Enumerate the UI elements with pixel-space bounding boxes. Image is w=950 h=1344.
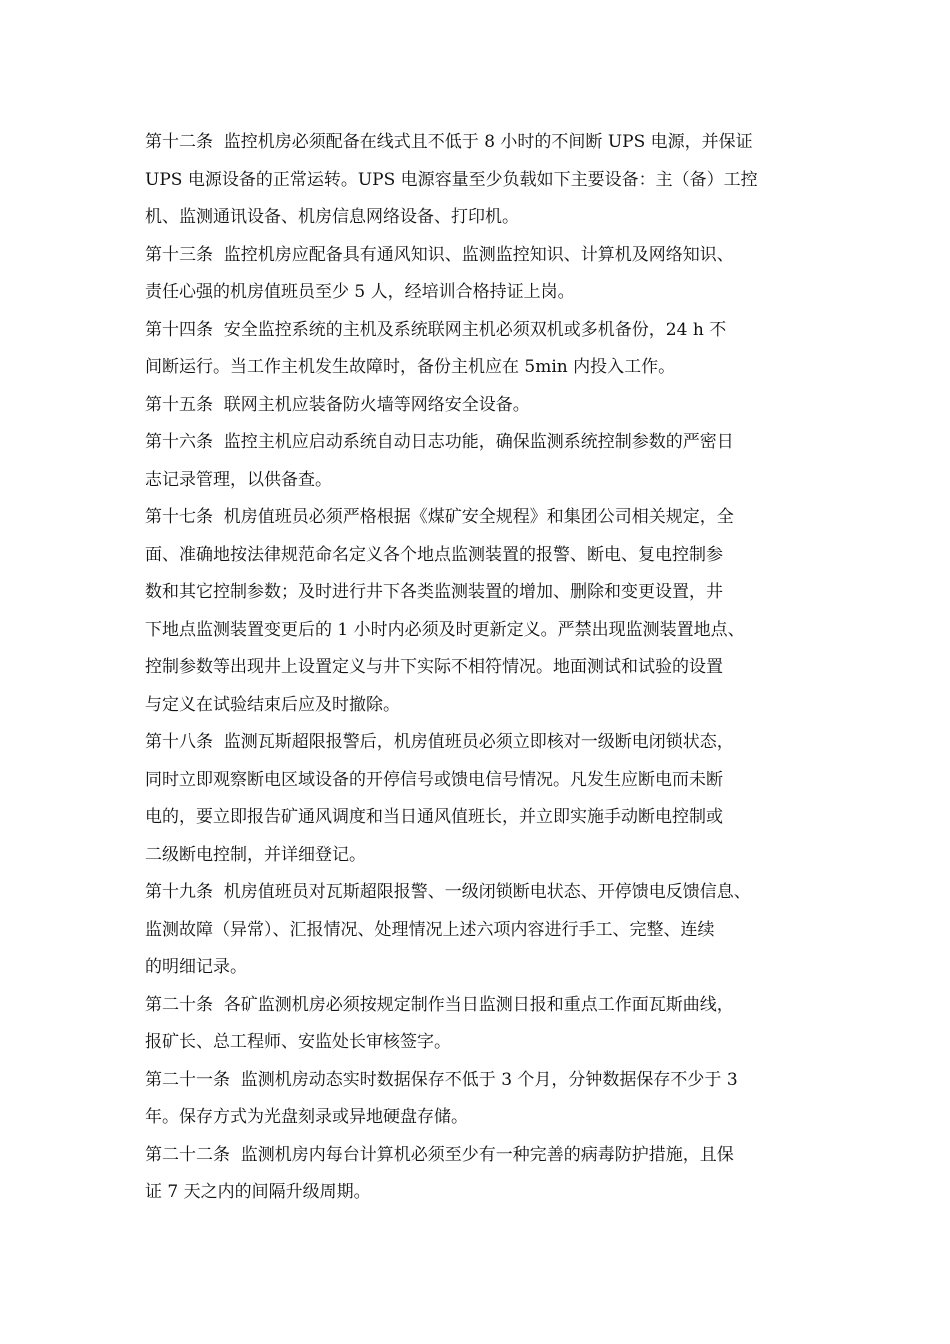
text-line: 第十九条 机房值班员对瓦斯超限报警、一级闭锁断电状态、开停馈电反馈信息、 xyxy=(145,882,751,902)
text-line: 下地点监测装置变更后的 1 小时内必须及时更新定义。严禁出现监测装置地点、 xyxy=(145,619,745,640)
text-line: 同时立即观察断电区域设备的开停信号或馈电信号情况。凡发生应断电而未断 xyxy=(145,769,723,790)
text-line: 第十四条 安全监控系统的主机及系统联网主机必须双机或多机备份，24 h 不 xyxy=(145,319,727,340)
text-line: 间断运行。当工作主机发生故障时，备份主机应在 5min 内投入工作。 xyxy=(145,357,676,377)
text-line: 责任心强的机房值班员至少 5 人，经培训合格持证上岗。 xyxy=(145,282,575,302)
text-line: 第二十一条 监测机房动态实时数据保存不低于 3 个月，分钟数据保存不少于 3 xyxy=(145,1069,738,1090)
text-line: 第十七条 机房值班员必须严格根据《煤矿安全规程》和集团公司相关规定，全 xyxy=(145,507,734,527)
text-line: 报矿长、总工程师、安监处长审核签字。 xyxy=(145,1032,451,1052)
text-line: 的明细记录。 xyxy=(145,957,247,977)
text-line: 二级断电控制，并详细登记。 xyxy=(145,844,366,865)
text-line: 证 7 天之内的间隔升级周期。 xyxy=(145,1182,371,1202)
text-line: 第二十二条 监测机房内每台计算机必须至少有一种完善的病毒防护措施，且保 xyxy=(145,1144,734,1165)
text-line: 机、监测通讯设备、机房信息网络设备、打印机。 xyxy=(145,207,519,227)
text-line: UPS 电源设备的正常运转。UPS 电源容量至少负载如下主要设备：主（备）工控 xyxy=(145,169,758,190)
text-line: 第二十条 各矿监测机房必须按规定制作当日监测日报和重点工作面瓦斯曲线， xyxy=(145,994,734,1015)
text-line: 第十六条 监控主机应启动系统自动日志功能，确保监测系统控制参数的严密日 xyxy=(145,432,734,452)
text-line: 第十三条 监控机房应配备具有通风知识、监测监控知识、计算机及网络知识、 xyxy=(145,244,734,265)
text-line: 监测故障（异常）、汇报情况、处理情况上述六项内容进行手工、完整、连续 xyxy=(145,919,715,940)
text-line: 年。保存方式为光盘刻录或异地硬盘存储。 xyxy=(145,1107,468,1127)
text-line: 电的，要立即报告矿通风调度和当日通风值班长，并立即实施手动断电控制或 xyxy=(145,807,723,827)
text-line: 控制参数等出现井上设置定义与井下实际不相符情况。地面测试和试验的设置 xyxy=(145,657,723,677)
text-line: 与定义在试验结束后应及时撤除。 xyxy=(145,694,400,715)
text-line: 数和其它控制参数；及时进行井下各类监测装置的增加、删除和变更设置，井 xyxy=(145,582,723,602)
text-line: 第十八条 监测瓦斯超限报警后，机房值班员必须立即核对一级断电闭锁状态， xyxy=(145,732,734,752)
text-line: 第十二条 监控机房必须配备在线式且不低于 8 小时的不间断 UPS 电源，并保证 xyxy=(145,132,753,152)
text-line: 志记录管理，以供备查。 xyxy=(145,469,332,490)
text-line: 第十五条 联网主机应装备防火墙等网络安全设备。 xyxy=(145,394,530,415)
document-body xyxy=(145,124,810,1212)
text-line: 面、准确地按法律规范命名定义各个地点监测装置的报警、断电、复电控制参 xyxy=(145,544,723,565)
